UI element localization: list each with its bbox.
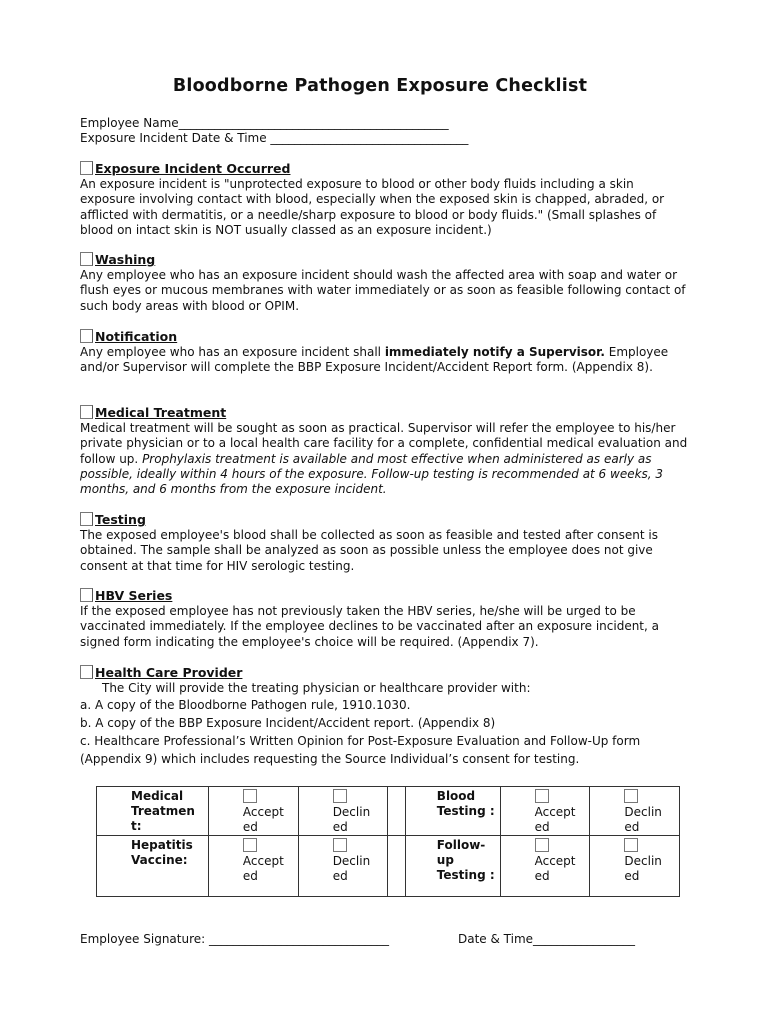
washing-checkbox[interactable] <box>80 252 93 266</box>
section-hbv <box>80 588 690 650</box>
accepted-label: Accept ed <box>534 805 576 834</box>
table-row <box>97 787 680 836</box>
section-washing <box>80 252 690 314</box>
section-medical-title: Medical Treatment <box>95 405 227 420</box>
section-exposure <box>80 161 690 238</box>
section-provider <box>80 665 700 768</box>
medical-declined-checkbox[interactable] <box>333 789 347 803</box>
notification-text: Any employee who has an exposure incident shall <box>80 345 385 359</box>
hepatitis-vaccine-label: Hepatitis Vaccine: <box>97 836 209 897</box>
declined-label: Declin ed <box>624 805 662 834</box>
date-time-field[interactable]: Date & Time_________________ <box>458 932 636 946</box>
declined-label: Declin ed <box>332 854 371 883</box>
hepatitis-accepted-cell <box>208 836 298 897</box>
medical-declined-cell <box>298 787 388 836</box>
exposure-checkbox[interactable] <box>80 161 93 175</box>
testing-checkbox[interactable] <box>80 512 93 526</box>
medical-accepted-checkbox[interactable] <box>243 789 257 803</box>
medical-treatment-label: Medical Treatmen t: <box>97 787 209 836</box>
notification-text-2: Employee and/or Supervisor will complete the BBP Exposure Incident/Accident Report form. (Appendix 8). <box>80 345 669 375</box>
section-washing-title: Washing <box>95 252 156 267</box>
section-notification <box>80 329 690 376</box>
declined-label: Declin ed <box>332 805 371 834</box>
declined-label: Declin ed <box>624 854 662 883</box>
followup-declined-cell <box>590 836 680 897</box>
section-medical-body <box>80 421 690 497</box>
hepatitis-accepted-checkbox[interactable] <box>243 838 257 852</box>
accepted-label: Accept ed <box>242 854 284 883</box>
section-exposure-title: Exposure Incident Occurred <box>95 161 291 176</box>
treatment-table <box>96 786 680 897</box>
blood-accepted-checkbox[interactable] <box>535 789 549 803</box>
provider-checkbox[interactable] <box>80 665 93 679</box>
followup-accepted-checkbox[interactable] <box>535 838 549 852</box>
blood-declined-cell <box>590 787 680 836</box>
incident-date-field[interactable]: Exposure Incident Date & Time _________________________________ <box>80 131 469 145</box>
hepatitis-declined-cell <box>298 836 388 897</box>
section-testing-body: The exposed employee's blood shall be collected as soon as feasible and tested after consent is obtained. The sample shall be analyzed as soon as possible unless the employee does not give consent at that time for HIV serologic testing. <box>80 528 658 573</box>
section-medical <box>80 405 690 497</box>
provider-item-c-cont: (Appendix 9) which includes requesting the Source Individual’s consent for testing. <box>80 752 580 767</box>
section-testing-title: Testing <box>95 512 146 527</box>
section-provider-title: Health Care Provider <box>95 665 243 680</box>
employee-name-field[interactable]: Employee Name_____________________________________________ <box>80 116 449 130</box>
section-hbv-body: If the exposed employee has not previously taken the HBV series, he/she will be urged to be vaccinated immediately. If the employee declines to be vaccinated after an exposure incident, a signed form indicating the employee's choice will be required. (Appendix 7). <box>80 604 659 649</box>
section-washing-body: Any employee who has an exposure incident should wash the affected area with soap and water or flush eyes or mucous membranes with water immediately or as soon as feasible following contact of such body areas with blood or OPIM. <box>80 268 686 313</box>
followup-declined-checkbox[interactable] <box>624 838 638 852</box>
table-row <box>97 836 680 897</box>
provider-item-b: b. A copy of the BBP Exposure Incident/Accident report. (Appendix 8) <box>80 716 496 731</box>
medical-text: Medical treatment will be sought as soon as practical. Supervisor will refer the employee to his/her private physician or to a local health care facility for a complete, confidential medical evaluation and follow up. <box>80 421 688 466</box>
table-spacer <box>388 787 406 836</box>
medical-checkbox[interactable] <box>80 405 93 419</box>
accepted-label: Accept ed <box>534 854 576 883</box>
provider-intro: The City will provide the treating physician or healthcare provider with: <box>102 681 531 695</box>
table-spacer <box>388 836 406 897</box>
section-exposure-body: An exposure incident is "unprotected exposure to blood or other body fluids including a skin exposure involving contact with blood, especially when the exposed skin is chapped, abraded, or afflicted with dermatitis, or a needle/sharp exposure to blood or body fluids." (Small splashes of blood on intact skin is NOT usually classed as an exposure incident.) <box>80 177 665 237</box>
followup-testing-label: Follow- up Testing : <box>405 836 500 897</box>
notification-emphasis: immediately notify a Supervisor. <box>384 345 605 359</box>
hbv-checkbox[interactable] <box>80 588 93 602</box>
section-notification-title: Notification <box>95 329 178 344</box>
employee-signature-field[interactable]: Employee Signature: ______________________________ <box>80 932 389 946</box>
accepted-label: Accept ed <box>242 805 284 834</box>
section-hbv-title: HBV Series <box>95 588 173 603</box>
hepatitis-declined-checkbox[interactable] <box>333 838 347 852</box>
section-notification-body <box>80 345 690 376</box>
provider-item-a: a. A copy of the Bloodborne Pathogen rule, 1910.1030. <box>80 698 411 713</box>
blood-declined-checkbox[interactable] <box>624 789 638 803</box>
provider-item-c: c. Healthcare Professional’s Written Opinion for Post-Exposure Evaluation and Follow-Up form <box>80 734 641 749</box>
medical-italic-text: Prophylaxis treatment is available and most effective when administered as early as possible, ideally within 4 hours of the exposure. Follow-up testing is recommended at 6 weeks, 3 months, and 6 months from the exposure incident. <box>80 451 664 497</box>
blood-accepted-cell <box>500 787 590 836</box>
medical-accepted-cell <box>208 787 298 836</box>
section-testing <box>80 512 690 574</box>
provider-list <box>80 696 700 768</box>
blood-testing-label: Blood Testing : <box>405 787 500 836</box>
followup-accepted-cell <box>500 836 590 897</box>
page-title: Bloodborne Pathogen Exposure Checklist <box>172 76 588 96</box>
notification-checkbox[interactable] <box>80 329 93 343</box>
